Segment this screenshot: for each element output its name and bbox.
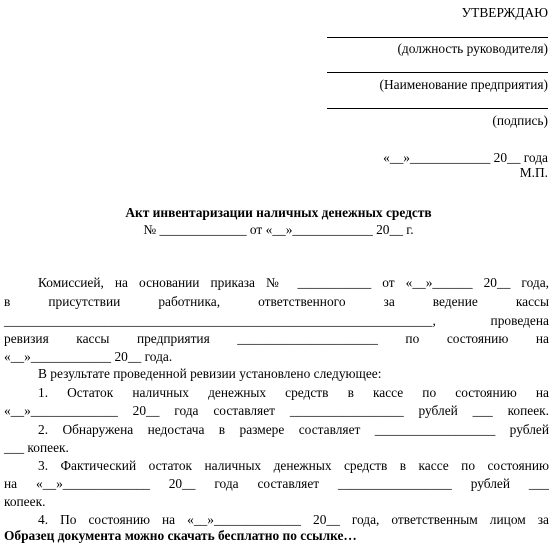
position-signature-line (327, 37, 548, 38)
body-line-14: 4. По состоянию на «__»_____________ 20__ года, ответственным лицом за (38, 512, 549, 527)
signature-caption: (подпись) (492, 113, 548, 128)
body-line-13: копеек. (4, 494, 46, 509)
body-line-1: Комиссией, на основании приказа № ___________ от «__»______ 20__ года, (38, 275, 549, 290)
download-link-banner[interactable]: Образец документа можно скачать бесплатно по ссылке… (4, 528, 357, 543)
stamp-mark: М.П. (519, 165, 548, 180)
body-line-7: 1. Остаток наличных денежных средств в кассе по состоянию на (38, 385, 549, 400)
body-line-11: 3. Фактический остаток наличных денежных средств в кассе по состоянию (38, 458, 549, 473)
body-line-2: в присутствии работника, ответственного за ведение кассы (4, 294, 549, 309)
body-line-5: «__»____________ 20__ года. (4, 349, 173, 364)
body-line-4: ревизия кассы предприятия _____________________ по состоянию на (4, 331, 549, 346)
company-caption: (Наименование предприятия) (379, 77, 548, 92)
document-number-line: № _____________ от «__»____________ 20__ г. (143, 222, 414, 237)
body-line-10: ___ копеек. (4, 440, 69, 455)
body-line-8: «__»_____________ 20__ года составляет _________________ рублей ___ копеек. (4, 403, 549, 418)
body-line-9: 2. Обнаружена недостача в размере составляет __________________ рублей (38, 422, 549, 437)
signature-line (327, 108, 548, 109)
body-line-12: на «__»_____________ 20__ года составляет _________________ рублей ___ (4, 476, 549, 491)
body-line-6: В результате проведенной ревизии установлено следующее: (38, 366, 382, 381)
position-caption: (должность руководителя) (397, 41, 548, 56)
company-signature-line (327, 72, 548, 73)
body-line-3: ________________________________________________________________, проведена (4, 313, 549, 328)
document-title: Акт инвентаризации наличных денежных средств (125, 205, 432, 220)
approval-header: УТВЕРЖДАЮ (461, 5, 548, 20)
approval-date: «__»____________ 20__ года (383, 150, 548, 165)
